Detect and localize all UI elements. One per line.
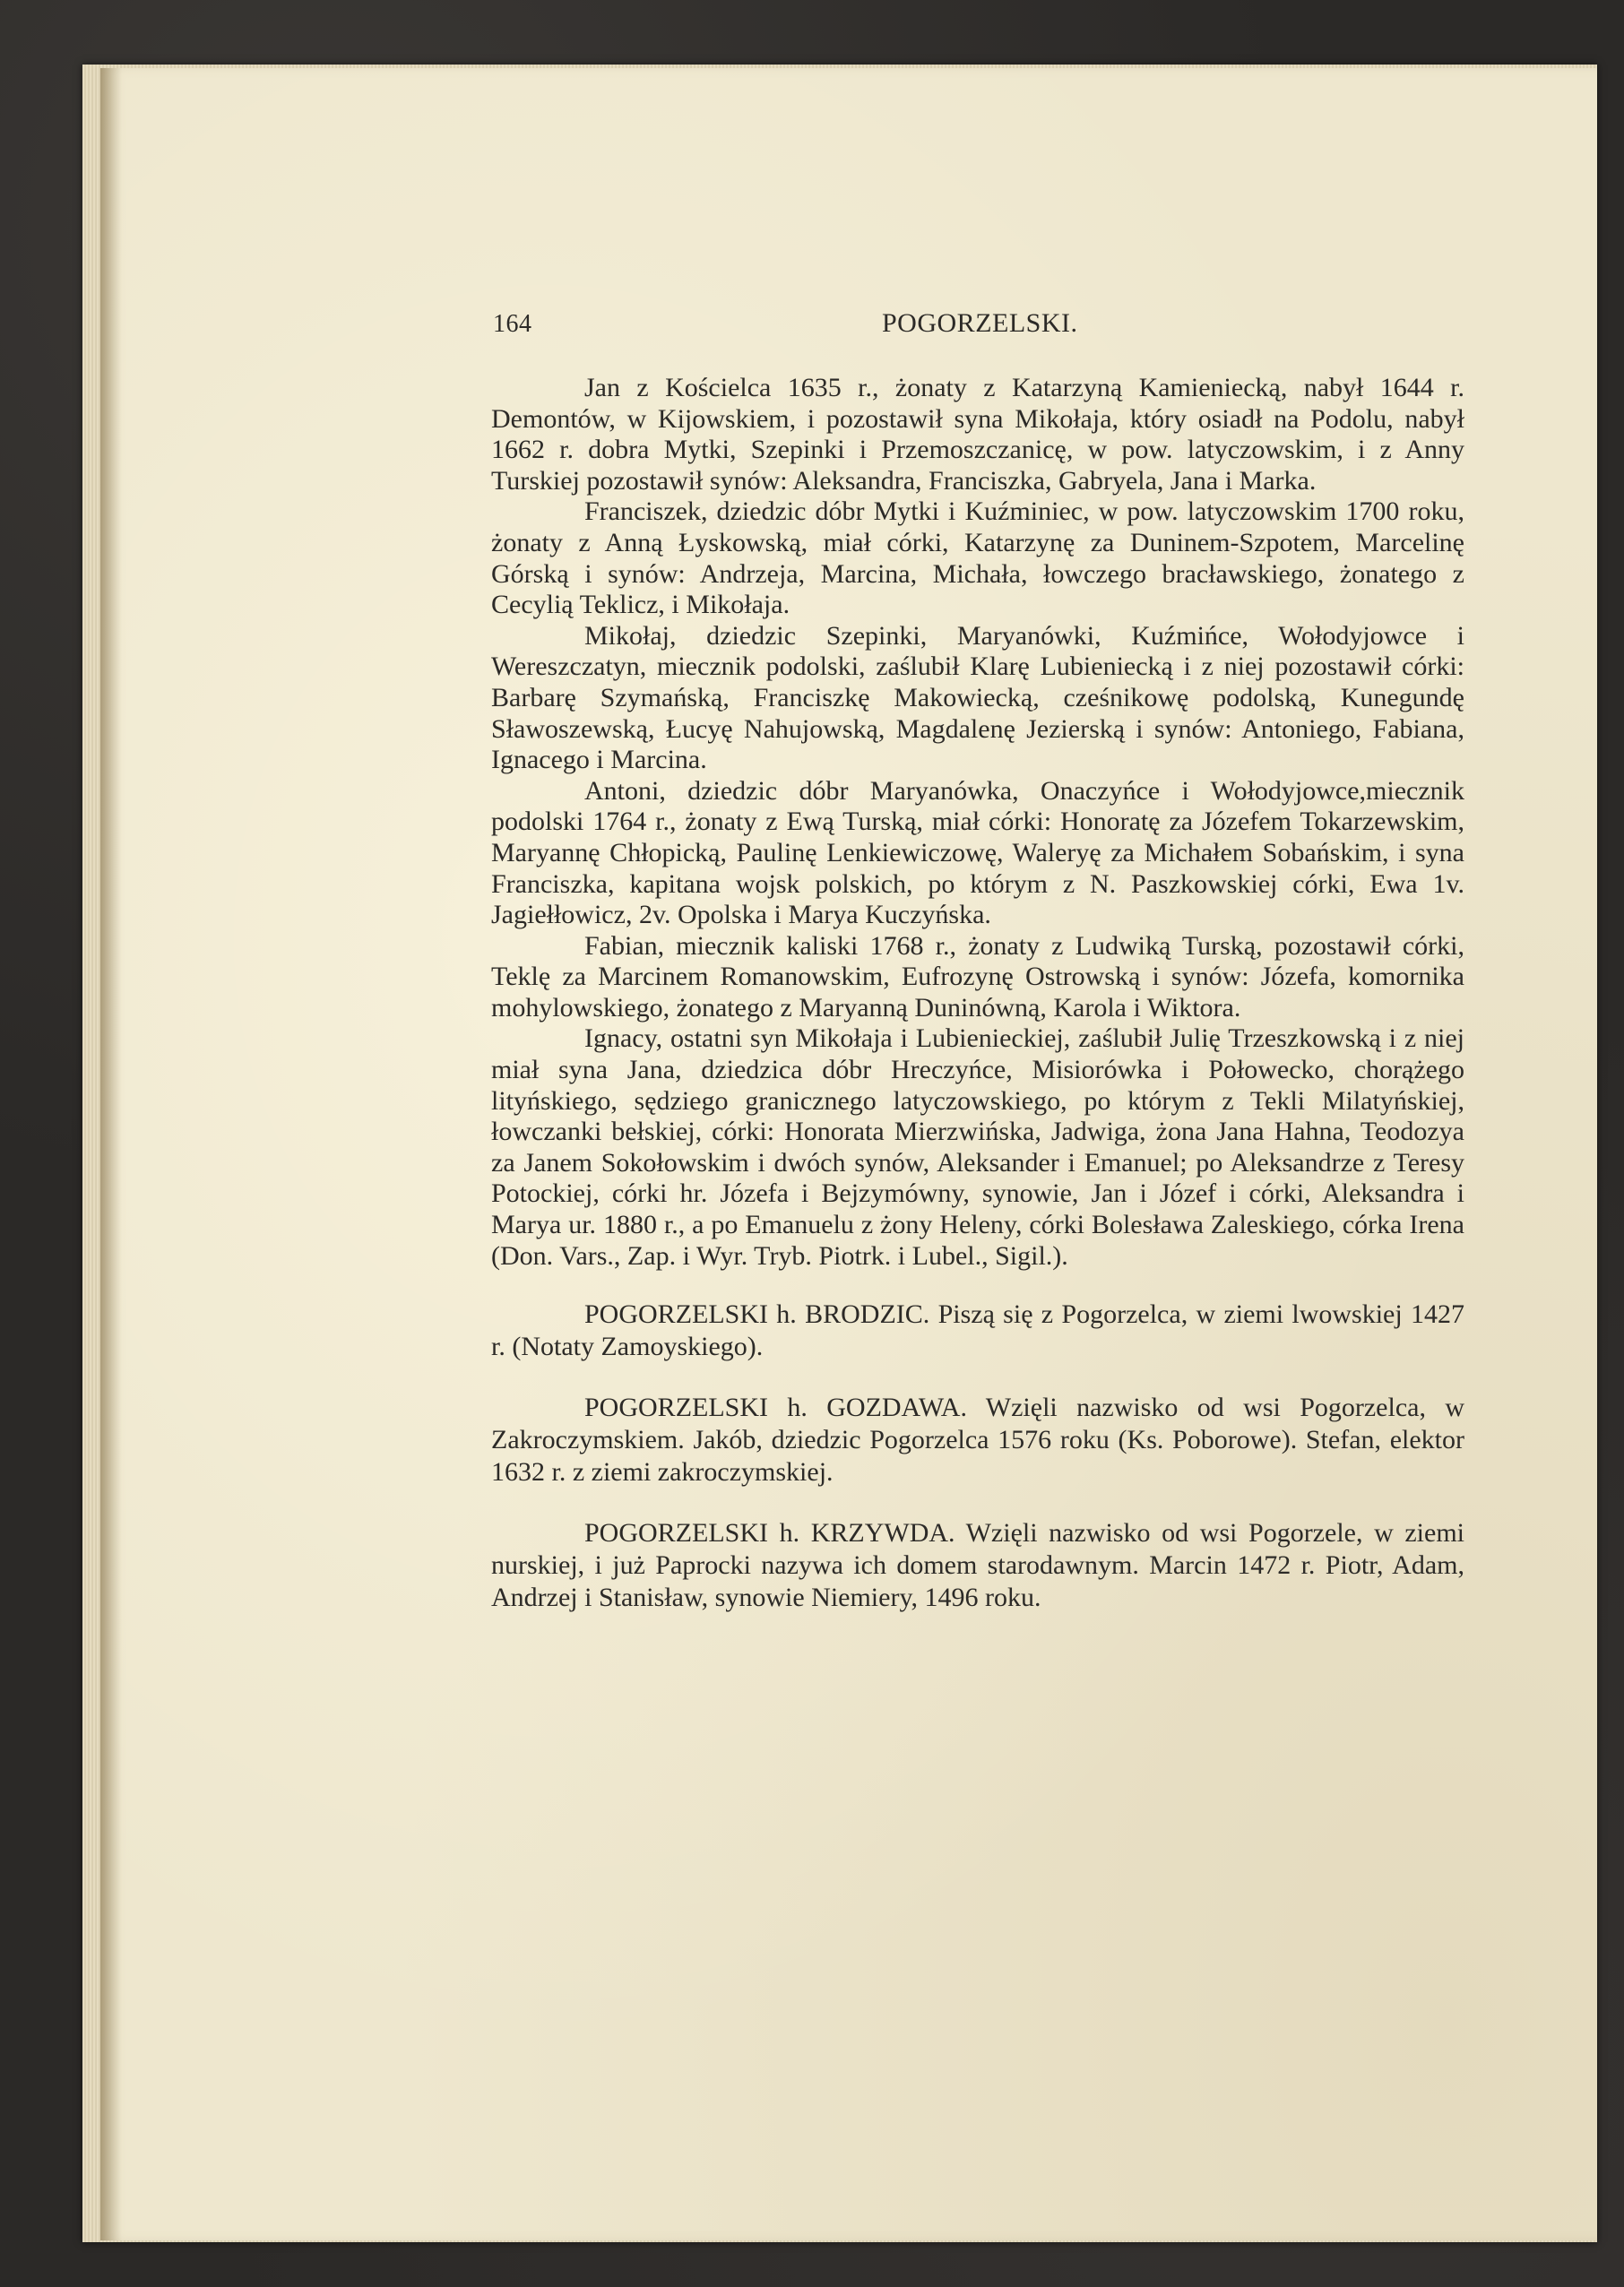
entry-gozdawa: POGORZELSKI h. GOZDAWA. Wzięli nazwisko od wsi Pogorzelca, w Zakroczymskiem. Jakób, dziedzic Pogorzelca 1576 roku (Ks. Poborowe). Stefan, elektor 1632 r. z ziemi zakroczymskiej. [491, 1393, 1464, 1488]
paragraph: Jan z Kościelca 1635 r., żonaty z Katarzyną Kamieniecką, nabył 1644 r. Demontów, w Kijowskiem, i pozostawił syna Mikołaja, który osiadł na Podolu, nabył 1662 r. dobra Mytki, Szepinki i Przemoszczanicę, w pow. latyczowskim, i z Anny Turskiej pozostawił synów: Aleksandra, Franciszka, Gabryela, Jana i Marka. [491, 373, 1464, 496]
page-header [493, 310, 1470, 353]
paragraph: Franciszek, dziedzic dóbr Mytki i Kuźminiec, w pow. latyczowskim 1700 roku, żonaty z Anną Łyskowską, miał córki, Katarzynę za Duninem-Szpotem, Marcelinę Górską i synów: Andrzeja, Marcina, Michała, łowczego bracławskiego, żonatego z Cecylią Teklicz, i Mikołaja. [491, 496, 1464, 620]
paragraph: Mikołaj, dziedzic Szepinki, Maryanówki, Kuźmińce, Wołodyjowce i Wereszczatyn, miecznik podolski, zaślubił Klarę Lubieniecką i z niej pozostawił córki: Barbarę Szymańską, Franciszkę Makowiecką, cześnikowę podolską, Kunegundę Sławoszewską, Łucyę Nahujowską, Magdalenę Jezierską i synów: Antoniego, Fabiana, Ignacego i Marcina. [491, 620, 1464, 775]
paragraph: Ignacy, ostatni syn Mikołaja i Lubienieckiej, zaślubił Julię Trzeszkowską i z niej miał syna Jana, dziedzica dóbr Hreczyńce, Misiorówka i Połowecko, chorążego lityńskiego, sędziego granicznego latyczowskiego, po którym z Tekli Milatyńskiej, łowczanki bełskiej, córki: Honorata Mierzwińska, Jadwiga, żona Jana Hahna, Teodozya za Janem Sokołowskim i dwóch synów, Aleksander i Emanuel; po Aleksandrze z Teresy Potockiej, córki hr. Józefa i Bejzymówny, synowie, Jan i Józef i córki, Aleksandra i Marya ur. 1880 r., a po Emanuelu z żony Heleny, córki Bolesława Zaleskiego, córka Irena (Don. Vars., Zap. i Wyr. Tryb. Piotrk. i Lubel., Sigil.). [491, 1023, 1464, 1271]
entry-brodzic: POGORZELSKI h. BRODZIC. Piszą się z Pogorzelca, w ziemi lwowskiej 1427 r. (Notaty Zamoyskiego). [491, 1299, 1464, 1362]
paragraph: Antoni, dziedzic dóbr Maryanówka, Onaczyńce i Wołodyjowce,miecznik podolski 1764 r., żonaty z Ewą Turską, miał córki: Honoratę za Józefem Tokarzewskim, Maryannę Chłopicką, Paulinę Lenkiewiczowę, Waleryę za Michałem Sobańskim, i syna Franciszka, kapitana wojsk polskich, po którym z N. Paszkowskiej córki, Ewa 1v. Jagiełłowicz, 2v. Opolska i Marya Kuczyńska. [491, 775, 1464, 930]
page-number: 164 [493, 310, 532, 338]
running-head: POGORZELSKI. [882, 308, 1078, 338]
body-text [491, 373, 1464, 1614]
entry-krzywda: POGORZELSKI h. KRZYWDA. Wzięli nazwisko od wsi Pogorzele, w ziemi nurskiej, i już Paprocki nazywa ich domem starodawnym. Marcin 1472 r. Piotr, Adam, Andrzej i Stanisław, synowie Niemiery, 1496 roku. [491, 1518, 1464, 1613]
paragraph: Fabian, miecznik kaliski 1768 r., żonaty z Ludwiką Turską, pozostawił córki, Teklę za Marcinem Romanowskim, Eufrozynę Ostrowską i synów: Józefa, komornika mohylowskiego, żonatego z Maryanną Duninówną, Karola i Wiktora. [491, 930, 1464, 1023]
page-gutter-shadow [100, 68, 122, 2240]
